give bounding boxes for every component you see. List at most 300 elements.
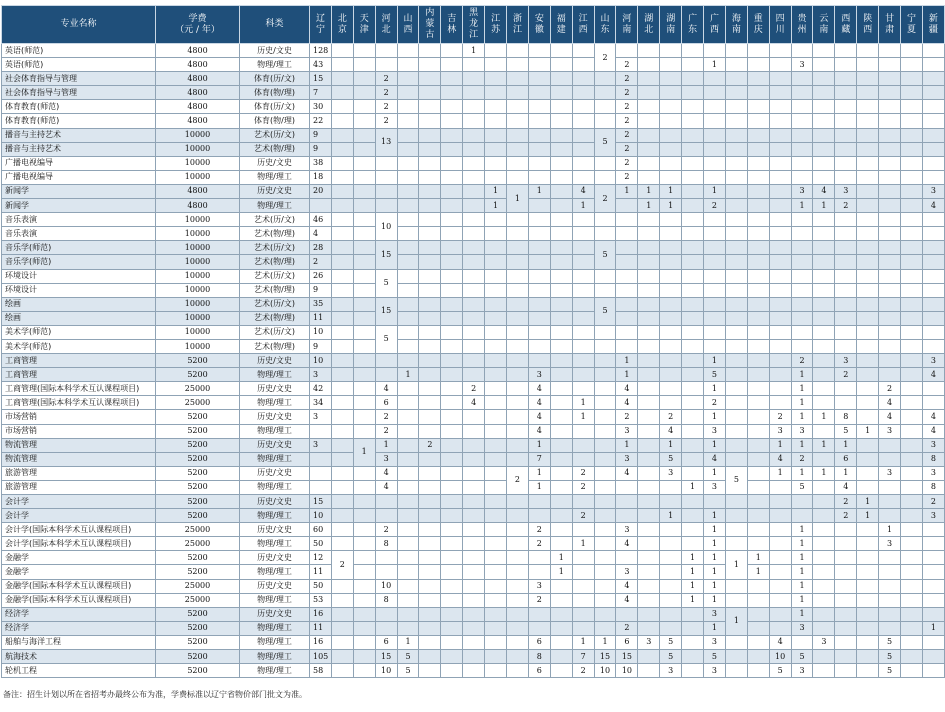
- quota-cell: [682, 368, 704, 382]
- quota-cell: [901, 184, 923, 198]
- quota-cell: 22: [310, 114, 332, 128]
- quota-cell: [638, 495, 660, 509]
- quota-cell: [485, 156, 507, 170]
- tuition-cell: 25000: [156, 537, 240, 551]
- quota-cell: [485, 128, 507, 142]
- subject-type-cell: 物理/理工: [240, 452, 310, 466]
- quota-cell: [791, 269, 813, 283]
- quota-cell: [769, 213, 791, 227]
- quota-cell: [353, 523, 375, 537]
- quota-cell: [813, 213, 835, 227]
- quota-cell: [747, 368, 769, 382]
- quota-cell: [331, 241, 353, 255]
- quota-cell: 43: [310, 58, 332, 72]
- quota-cell: [375, 368, 397, 382]
- quota-cell: [835, 128, 857, 142]
- quota-cell: 1: [791, 607, 813, 621]
- quota-cell: 4: [922, 424, 944, 438]
- quota-cell: [660, 241, 682, 255]
- quota-cell: [550, 325, 572, 339]
- quota-merged-cell: 5: [725, 466, 747, 494]
- quota-cell: 2: [835, 199, 857, 213]
- quota-cell: [353, 58, 375, 72]
- quota-cell: 2: [375, 86, 397, 100]
- quota-cell: 2: [835, 509, 857, 523]
- quota-cell: [353, 241, 375, 255]
- quota-cell: [353, 72, 375, 86]
- quota-cell: [769, 354, 791, 368]
- major-name-cell: 绘画: [2, 297, 156, 311]
- quota-cell: [747, 283, 769, 297]
- subject-type-cell: 艺术(历/文): [240, 269, 310, 283]
- quota-cell: [331, 635, 353, 649]
- table-row: [2, 607, 945, 621]
- quota-cell: [901, 621, 923, 635]
- table-row: [2, 438, 945, 452]
- quota-cell: [901, 58, 923, 72]
- quota-cell: 5: [397, 650, 419, 664]
- tuition-cell: 10000: [156, 128, 240, 142]
- quota-cell: 2: [528, 537, 550, 551]
- quota-cell: [463, 339, 485, 353]
- quota-cell: [857, 368, 879, 382]
- quota-cell: [550, 607, 572, 621]
- quota-cell: [485, 368, 507, 382]
- quota-cell: [660, 396, 682, 410]
- quota-cell: [857, 184, 879, 198]
- quota-cell: 6: [375, 396, 397, 410]
- quota-cell: [835, 114, 857, 128]
- quota-cell: [441, 523, 463, 537]
- quota-cell: 1: [704, 593, 726, 607]
- quota-cell: [485, 170, 507, 184]
- header-province: 广 东: [682, 6, 704, 44]
- quota-cell: [331, 537, 353, 551]
- quota-cell: [528, 495, 550, 509]
- quota-cell: [660, 523, 682, 537]
- subject-type-cell: 艺术(物/理): [240, 227, 310, 241]
- tuition-cell: 5200: [156, 452, 240, 466]
- quota-cell: [725, 72, 747, 86]
- quota-cell: 2: [528, 593, 550, 607]
- quota-cell: 4: [616, 579, 638, 593]
- quota-cell: [550, 396, 572, 410]
- quota-cell: [901, 44, 923, 58]
- quota-cell: [594, 86, 616, 100]
- quota-cell: [572, 325, 594, 339]
- table-row: [2, 650, 945, 664]
- quota-cell: [901, 297, 923, 311]
- quota-cell: [572, 607, 594, 621]
- quota-cell: 1: [660, 199, 682, 213]
- quota-cell: [594, 579, 616, 593]
- quota-cell: [463, 579, 485, 593]
- quota-cell: [507, 241, 529, 255]
- quota-cell: [572, 44, 594, 58]
- subject-type-cell: 物理/理工: [240, 396, 310, 410]
- quota-cell: [813, 621, 835, 635]
- quota-cell: 2: [704, 396, 726, 410]
- quota-cell: [441, 128, 463, 142]
- quota-cell: [441, 184, 463, 198]
- quota-cell: 2: [660, 410, 682, 424]
- quota-cell: [857, 396, 879, 410]
- quota-cell: 1: [791, 537, 813, 551]
- quota-cell: [813, 142, 835, 156]
- quota-cell: [922, 650, 944, 664]
- tuition-cell: 4800: [156, 86, 240, 100]
- quota-cell: [638, 537, 660, 551]
- header-subject-type: 科类: [240, 6, 310, 44]
- quota-cell: [901, 438, 923, 452]
- quota-cell: 8: [375, 593, 397, 607]
- tuition-cell: 25000: [156, 523, 240, 537]
- quota-cell: [638, 213, 660, 227]
- quota-cell: [857, 593, 879, 607]
- table-row: [2, 565, 945, 579]
- quota-cell: [397, 114, 419, 128]
- quota-cell: [507, 664, 529, 678]
- major-name-cell: 物流管理: [2, 452, 156, 466]
- quota-cell: [441, 72, 463, 86]
- quota-cell: [835, 283, 857, 297]
- quota-cell: [572, 269, 594, 283]
- quota-cell: 5: [879, 635, 901, 649]
- quota-cell: [638, 579, 660, 593]
- quota-cell: [353, 664, 375, 678]
- quota-cell: [901, 382, 923, 396]
- table-row: [2, 184, 945, 198]
- table-row: [2, 593, 945, 607]
- quota-cell: [879, 100, 901, 114]
- major-name-cell: 播音与主持艺术: [2, 128, 156, 142]
- quota-cell: 20: [310, 184, 332, 198]
- quota-cell: [419, 621, 441, 635]
- quota-cell: [550, 410, 572, 424]
- quota-cell: [791, 635, 813, 649]
- major-name-cell: 社会体育指导与管理: [2, 72, 156, 86]
- quota-cell: [572, 255, 594, 269]
- quota-cell: [725, 58, 747, 72]
- quota-cell: [550, 213, 572, 227]
- quota-cell: 2: [616, 128, 638, 142]
- quota-cell: [594, 368, 616, 382]
- quota-cell: [397, 241, 419, 255]
- quota-cell: 4: [616, 466, 638, 480]
- quota-cell: [660, 72, 682, 86]
- table-row: [2, 199, 945, 213]
- quota-cell: [550, 170, 572, 184]
- quota-cell: 6: [375, 635, 397, 649]
- quota-cell: [660, 607, 682, 621]
- quota-cell: 7: [572, 650, 594, 664]
- quota-cell: [441, 354, 463, 368]
- quota-cell: 3: [704, 607, 726, 621]
- quota-cell: [441, 579, 463, 593]
- quota-cell: [638, 382, 660, 396]
- quota-cell: 4: [572, 184, 594, 198]
- quota-cell: [879, 227, 901, 241]
- major-name-cell: 绘画: [2, 311, 156, 325]
- quota-cell: 1: [704, 537, 726, 551]
- quota-cell: 3: [375, 452, 397, 466]
- subject-type-cell: 历史/文史: [240, 579, 310, 593]
- quota-cell: 1: [550, 551, 572, 565]
- quota-cell: [550, 509, 572, 523]
- subject-type-cell: 物理/理工: [240, 593, 310, 607]
- quota-cell: [835, 650, 857, 664]
- subject-type-cell: 历史/文史: [240, 438, 310, 452]
- quota-cell: 10: [616, 664, 638, 678]
- quota-cell: 1: [747, 565, 769, 579]
- quota-cell: [507, 452, 529, 466]
- quota-cell: 2: [879, 382, 901, 396]
- table-row: [2, 170, 945, 184]
- quota-cell: 46: [310, 213, 332, 227]
- quota-cell: 11: [310, 311, 332, 325]
- quota-cell: [682, 100, 704, 114]
- quota-cell: [550, 438, 572, 452]
- quota-cell: [550, 283, 572, 297]
- quota-cell: [901, 368, 923, 382]
- quota-cell: 3: [835, 184, 857, 198]
- quota-cell: 1: [528, 466, 550, 480]
- quota-cell: [835, 523, 857, 537]
- table-row: [2, 86, 945, 100]
- major-name-cell: 经济学: [2, 607, 156, 621]
- quota-cell: [901, 156, 923, 170]
- quota-cell: 4: [922, 410, 944, 424]
- quota-cell: [441, 213, 463, 227]
- table-row: [2, 579, 945, 593]
- subject-type-cell: 艺术(物/理): [240, 311, 310, 325]
- quota-cell: [835, 565, 857, 579]
- major-name-cell: 会计学: [2, 509, 156, 523]
- quota-cell: [835, 269, 857, 283]
- quota-cell: 1: [704, 509, 726, 523]
- quota-cell: [813, 339, 835, 353]
- quota-cell: [550, 269, 572, 283]
- quota-cell: 1: [572, 199, 594, 213]
- quota-cell: 2: [791, 452, 813, 466]
- quota-cell: [441, 635, 463, 649]
- header-province: 湖 北: [638, 6, 660, 44]
- quota-cell: 3: [704, 664, 726, 678]
- quota-cell: [922, 58, 944, 72]
- tuition-cell: 10000: [156, 283, 240, 297]
- quota-cell: 1: [791, 438, 813, 452]
- quota-cell: [441, 495, 463, 509]
- quota-cell: [353, 325, 375, 339]
- quota-cell: [769, 579, 791, 593]
- quota-cell: 2: [572, 664, 594, 678]
- quota-cell: [310, 480, 332, 494]
- quota-cell: [922, 664, 944, 678]
- quota-cell: [901, 650, 923, 664]
- quota-cell: [660, 283, 682, 297]
- quota-cell: [463, 452, 485, 466]
- quota-cell: [594, 325, 616, 339]
- quota-cell: [725, 199, 747, 213]
- quota-cell: 1: [791, 368, 813, 382]
- quota-cell: [747, 537, 769, 551]
- quota-cell: 5: [835, 424, 857, 438]
- quota-cell: [638, 551, 660, 565]
- quota-cell: [397, 269, 419, 283]
- quota-cell: [638, 509, 660, 523]
- quota-cell: [835, 537, 857, 551]
- quota-cell: [397, 565, 419, 579]
- quota-cell: 2: [616, 58, 638, 72]
- quota-cell: 2: [616, 114, 638, 128]
- quota-cell: [835, 579, 857, 593]
- quota-cell: [419, 509, 441, 523]
- quota-cell: [660, 621, 682, 635]
- quota-cell: [528, 58, 550, 72]
- quota-cell: [747, 438, 769, 452]
- quota-cell: [594, 551, 616, 565]
- quota-cell: [660, 368, 682, 382]
- quota-cell: [704, 86, 726, 100]
- quota-merged-cell: 1: [507, 184, 529, 212]
- quota-cell: [682, 227, 704, 241]
- tuition-cell: 5200: [156, 664, 240, 678]
- quota-cell: [507, 128, 529, 142]
- quota-cell: [660, 354, 682, 368]
- quota-cell: [922, 170, 944, 184]
- footnote: 备注：招生计划以所在省招考办最终公布为准，学费标准以辽宁省物价部门批文为准。: [3, 690, 307, 699]
- quota-cell: 1: [616, 368, 638, 382]
- quota-cell: [857, 156, 879, 170]
- quota-cell: [463, 368, 485, 382]
- quota-cell: [769, 593, 791, 607]
- quota-cell: [879, 480, 901, 494]
- header-province: 内 蒙 古: [419, 6, 441, 44]
- quota-cell: [813, 593, 835, 607]
- quota-cell: 1: [791, 410, 813, 424]
- quota-cell: 3: [922, 438, 944, 452]
- quota-cell: [507, 156, 529, 170]
- quota-cell: [485, 283, 507, 297]
- quota-cell: [638, 565, 660, 579]
- quota-cell: [528, 551, 550, 565]
- quota-cell: [528, 607, 550, 621]
- quota-cell: [835, 551, 857, 565]
- quota-cell: [791, 339, 813, 353]
- quota-cell: 3: [791, 621, 813, 635]
- quota-cell: [397, 128, 419, 142]
- quota-cell: 4: [813, 184, 835, 198]
- quota-cell: [725, 410, 747, 424]
- quota-merged-cell: 5: [375, 269, 397, 297]
- quota-cell: 2: [572, 509, 594, 523]
- quota-cell: [397, 100, 419, 114]
- quota-cell: [375, 184, 397, 198]
- quota-cell: [682, 621, 704, 635]
- quota-cell: [419, 410, 441, 424]
- quota-cell: 8: [835, 410, 857, 424]
- quota-cell: 1: [682, 551, 704, 565]
- table-row: [2, 354, 945, 368]
- tuition-cell: 10000: [156, 269, 240, 283]
- header-province: 辽 宁: [310, 6, 332, 44]
- major-name-cell: 环境设计: [2, 283, 156, 297]
- header-province: 江 西: [572, 6, 594, 44]
- major-name-cell: 金融学: [2, 551, 156, 565]
- quota-cell: [507, 382, 529, 396]
- quota-cell: [682, 283, 704, 297]
- tuition-cell: 5200: [156, 650, 240, 664]
- quota-cell: 4: [616, 396, 638, 410]
- quota-cell: 3: [922, 354, 944, 368]
- quota-cell: 2: [310, 255, 332, 269]
- quota-cell: [397, 184, 419, 198]
- quota-cell: [353, 621, 375, 635]
- quota-cell: [660, 213, 682, 227]
- quota-cell: [485, 593, 507, 607]
- subject-type-cell: 艺术(历/文): [240, 325, 310, 339]
- quota-cell: [922, 255, 944, 269]
- quota-cell: 105: [310, 650, 332, 664]
- subject-type-cell: 物理/理工: [240, 635, 310, 649]
- table-row: [2, 114, 945, 128]
- tuition-cell: 10000: [156, 339, 240, 353]
- quota-cell: [857, 410, 879, 424]
- tuition-cell: 5200: [156, 565, 240, 579]
- quota-cell: [572, 452, 594, 466]
- quota-cell: [375, 565, 397, 579]
- quota-cell: [747, 523, 769, 537]
- major-name-cell: 美术学(师范): [2, 325, 156, 339]
- quota-cell: [922, 565, 944, 579]
- quota-cell: [507, 114, 529, 128]
- table-row: [2, 621, 945, 635]
- quota-cell: [331, 213, 353, 227]
- quota-cell: 1: [857, 424, 879, 438]
- quota-cell: [528, 86, 550, 100]
- quota-cell: [769, 199, 791, 213]
- major-name-cell: 美术学(师范): [2, 339, 156, 353]
- quota-cell: [463, 128, 485, 142]
- quota-cell: [310, 452, 332, 466]
- quota-cell: [397, 199, 419, 213]
- table-row: [2, 100, 945, 114]
- quota-cell: [441, 339, 463, 353]
- quota-cell: [725, 44, 747, 58]
- quota-cell: [550, 368, 572, 382]
- subject-type-cell: 历史/文史: [240, 354, 310, 368]
- quota-cell: [704, 255, 726, 269]
- quota-cell: [704, 325, 726, 339]
- quota-cell: [638, 410, 660, 424]
- table-row: [2, 227, 945, 241]
- quota-cell: [331, 452, 353, 466]
- quota-cell: [419, 142, 441, 156]
- quota-cell: [747, 509, 769, 523]
- table-row: [2, 339, 945, 353]
- quota-cell: [660, 382, 682, 396]
- quota-cell: [616, 227, 638, 241]
- tuition-cell: 5200: [156, 607, 240, 621]
- quota-cell: 1: [813, 466, 835, 480]
- quota-cell: [397, 551, 419, 565]
- header-major-name: 专业名称: [2, 6, 156, 44]
- quota-cell: [485, 537, 507, 551]
- quota-cell: [791, 297, 813, 311]
- quota-cell: [353, 635, 375, 649]
- quota-cell: [594, 607, 616, 621]
- quota-cell: [507, 438, 529, 452]
